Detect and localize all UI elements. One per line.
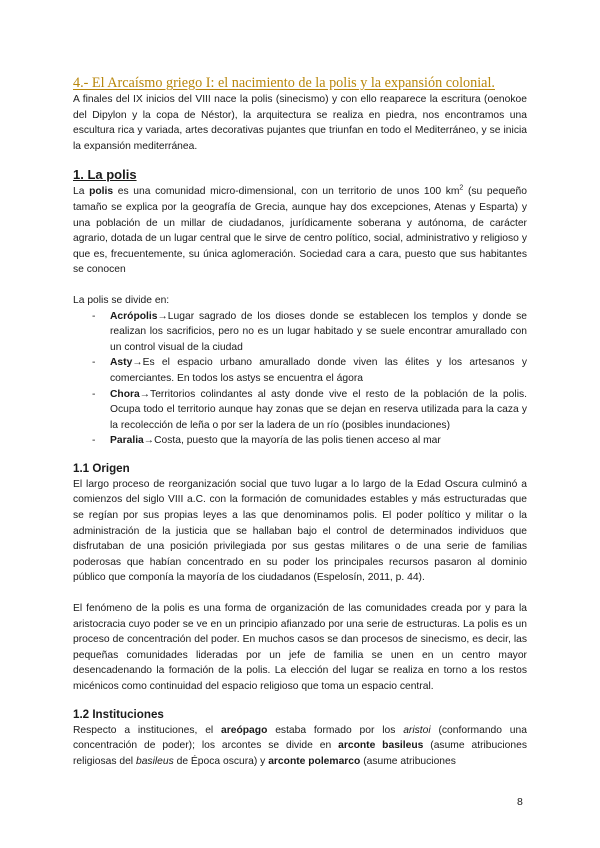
list-item bbox=[73, 433, 527, 449]
list-bullet: - bbox=[92, 435, 96, 447]
intro-paragraph: A finales del IX inicios del VIII nace la polis (sinecismo) y con ello reaparece la escritura (oenokoe del Dipylon y la copa de Néstor), la arquitectura se realiza en piedra, nos encontramos una escultura rica y variada, artes decorativas pujantes que triunfan en todo el Mediterráneo, y se inicia la expansión mediterránea. bbox=[73, 94, 527, 152]
arrow-icon: → bbox=[143, 435, 155, 447]
text-run: (asume atribuciones religiosas del bbox=[73, 740, 528, 767]
section-heading-instituciones: 1.2 Instituciones bbox=[73, 707, 164, 721]
text-run: es una comunidad micro-dimensional, con un territorio de unos 100 km bbox=[113, 186, 460, 198]
bold-term: arconte basileus bbox=[338, 740, 424, 752]
list-bullet: - bbox=[92, 310, 96, 322]
item-text: Es el espacio urbano amurallado donde viven las élites y los artesanos y comerciantes. En todos los astys se encuentra el ágora bbox=[110, 357, 527, 384]
page-number: 8 bbox=[517, 796, 523, 808]
instituciones-paragraph bbox=[73, 723, 527, 770]
arrow-icon: → bbox=[139, 388, 151, 400]
bold-term: Paralia bbox=[110, 435, 144, 447]
text-run: La bbox=[73, 186, 90, 198]
bold-term: Asty bbox=[110, 357, 133, 369]
text-run: (su pequeño tamaño se explica por la geografía de Grecia, aunque hay dos excepciones, Atenas y Esparta) y una población de un millar de ciudadanos, jurídicamente soberana y autónoma, de carácter agrario, dotada de un lugar central que le sirve de centro político, social, administrativo y religioso y que es, frecuentemente, su única aglomeración. Sociedad cara a cara, puesto que sus habitantes se conocen bbox=[73, 186, 527, 276]
item-text: Lugar sagrado de los dioses donde se establecen los templos y donde se realizan los sacrificios, pero no es un lugar habitado y se suele encontrar amurallado con un control visual de la ciudad bbox=[110, 310, 527, 353]
superscript: 2 bbox=[459, 184, 464, 192]
origen-paragraph-2: El fenómeno de la polis es una forma de organización de las comunidades creada por y para la aristocracia cuyo poder se ve en un principio afianzado por una serie de estructuras. La polis es un proceso de concentración del poder. En muchos casos se dan procesos de sinecismo, es decir, las pequeñas comunidades lideradas por un jefe de familia se unen en un centro mayor desencadenando la formación de la polis. La elección del lugar se realiza en torno a los restos micénicos como continuidad del espacio religioso que toma un espacio central. bbox=[73, 603, 527, 692]
origen-paragraph-1: El largo proceso de reorganización social que tuvo lugar a lo largo de la Edad Oscura culminó a comienzos del siglo VIII a.C. con la formación de comunidades estables y más estructuradas que se regían por sus propias leyes a las que denominamos polis. El poder político y militar o la administración de la justicia que se hallaban bajo el control de determinados individuos que disfrutaban de una posición privilegiada por sus gestas militares o de una serie de familias poderosas que habían concentrado en su poder los principales recursos pasaron al dominio público que componía la mayoría de los ciudadanos (Espelosín, 2011, p. 44). bbox=[73, 478, 527, 584]
text-run: de Época oscura) y bbox=[173, 755, 269, 767]
italic-term: basileus bbox=[135, 755, 174, 767]
text-run: (asume atribuciones bbox=[360, 755, 456, 767]
list-item bbox=[73, 387, 527, 434]
chapter-title: 4.- El Arcaísmo griego I: el nacimiento de la polis y la expansión colonial. bbox=[73, 75, 495, 91]
list-bullet: - bbox=[92, 388, 96, 400]
polis-definition-paragraph bbox=[73, 184, 527, 278]
italic-term: aristoi bbox=[403, 724, 431, 736]
arrow-icon: → bbox=[132, 357, 143, 369]
item-text: Costa, puesto que la mayoría de las polis tienen acceso al mar bbox=[154, 435, 441, 447]
bold-term: arconte polemarco bbox=[268, 755, 361, 767]
section-heading-origen: 1.1 Origen bbox=[73, 461, 130, 475]
text-run: estaba formado por los bbox=[267, 724, 404, 736]
bold-term: areópago bbox=[221, 724, 268, 736]
text-run: Respecto a instituciones, el bbox=[73, 724, 222, 736]
bold-term: Acrópolis bbox=[110, 310, 158, 322]
page-content bbox=[73, 74, 527, 769]
bold-term: Chora bbox=[110, 388, 140, 400]
divisions-intro: La polis se divide en: bbox=[73, 294, 170, 306]
bold-term: polis bbox=[89, 186, 114, 198]
arrow-icon: → bbox=[157, 310, 168, 322]
list-item bbox=[73, 309, 527, 356]
list-bullet: - bbox=[92, 357, 96, 369]
list-item bbox=[73, 355, 527, 386]
text-run: (conformando una concentración de poder); los arcontes se divide en bbox=[73, 724, 527, 752]
item-text: Territorios colindantes al asty donde vive el resto de la población de la polis. Ocupa todo el territorio aunque hay zonas que se dejan en reserva utilizada para la caza y la recolección de leña o por ser la ladera de un río (posibles inundaciones) bbox=[110, 388, 527, 431]
section-heading-la-polis: 1. La polis bbox=[73, 167, 137, 183]
polis-divisions-list bbox=[73, 309, 527, 449]
